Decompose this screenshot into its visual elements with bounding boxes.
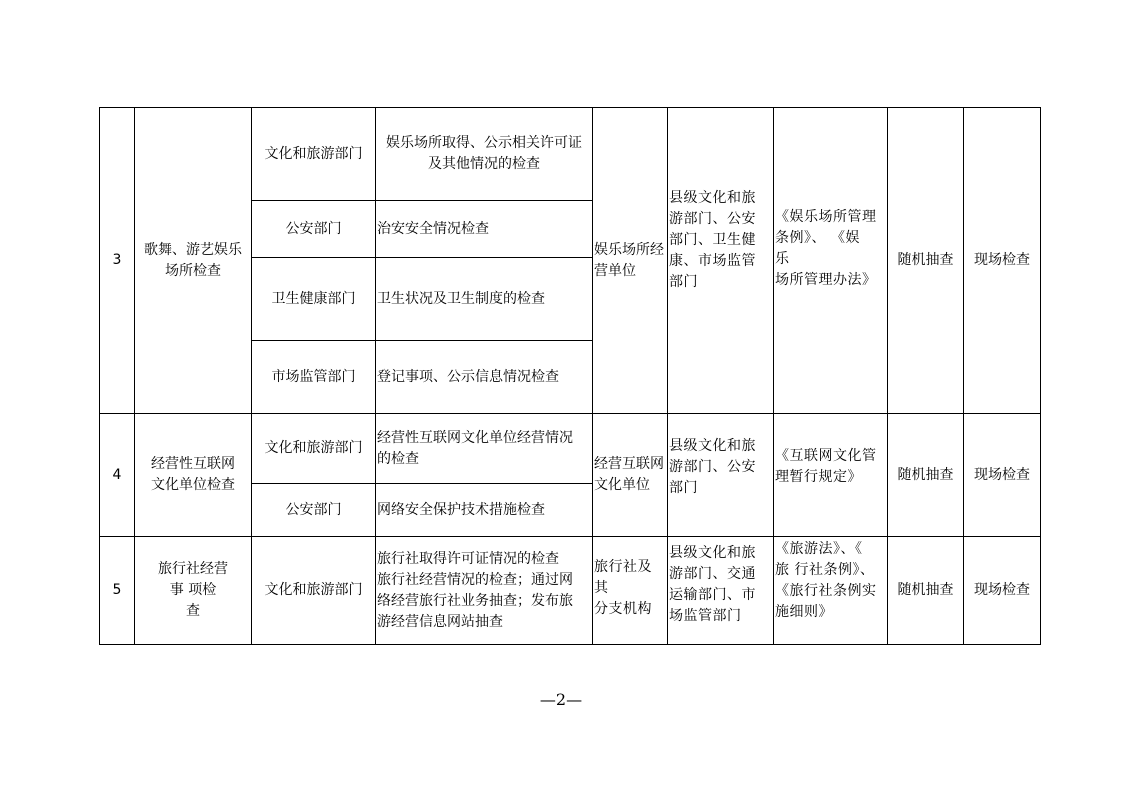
responsible-dept: 公安部门 [252, 201, 376, 258]
inspection-item: 经营性互联网 文化单位检查 [135, 414, 252, 537]
inspection-form: 现场检查 [964, 537, 1041, 645]
row-number: 4 [100, 414, 135, 537]
responsible-dept: 文化和旅游部门 [252, 108, 376, 201]
inspection-method: 随机抽查 [888, 414, 964, 537]
inspection-content: 卫生状况及卫生制度的检查 [376, 258, 593, 341]
row-number: 5 [100, 537, 135, 645]
legal-basis: 《互联网文化管 理暂行规定》 [774, 414, 888, 537]
legal-basis: 《旅游法》、《 旅 行社条例》、 《旅行社条例实 施细则》 [774, 537, 888, 645]
inspection-content: 治安安全情况检查 [376, 201, 593, 258]
inspection-method: 随机抽查 [888, 537, 964, 645]
inspection-item: 歌舞、游艺娱乐 场所检查 [135, 108, 252, 414]
responsible-dept: 文化和旅游部门 [252, 414, 376, 484]
inspection-form: 现场检查 [964, 108, 1041, 414]
responsible-dept: 公安部门 [252, 484, 376, 537]
implementing-dept: 县级文化和旅 游部门、公安 部门 [668, 414, 774, 537]
inspected-subject: 经营互联网 文化单位 [593, 414, 668, 537]
table-row [100, 108, 1041, 201]
implementing-dept: 县级文化和旅 游部门、公安 部门、卫生健 康、市场监管 部门 [668, 108, 774, 414]
page-number: —2— [539, 690, 583, 709]
inspected-subject: 旅行社及其 分支机构 [593, 537, 668, 645]
implementing-dept: 县级文化和旅 游部门、交通 运输部门、市 场监管部门 [668, 537, 774, 645]
responsible-dept: 市场监管部门 [252, 341, 376, 414]
inspected-subject: 娱乐场所经 营单位 [593, 108, 668, 414]
inspection-content: 旅行社取得许可证情况的检查 旅行社经营情况的检查；通过网 络经营旅行社业务抽查；发布旅 游经营信息网站抽查 [376, 537, 593, 645]
inspection-method: 随机抽查 [888, 108, 964, 414]
inspection-content: 娱乐场所取得、公示相关许可证 及其他情况的检查 [376, 108, 593, 201]
inspection-content: 网络安全保护技术措施检查 [376, 484, 593, 537]
inspection-content: 登记事项、公示信息情况检查 [376, 341, 593, 414]
row-number: 3 [100, 108, 135, 414]
responsible-dept: 文化和旅游部门 [252, 537, 376, 645]
inspection-item: 旅行社经营 事 项检 查 [135, 537, 252, 645]
table-row [100, 414, 1041, 484]
legal-basis: 《娱乐场所管理 条例》、 《娱 乐 场所管理办法》 [774, 108, 888, 414]
responsible-dept: 卫生健康部门 [252, 258, 376, 341]
table-row [100, 537, 1041, 645]
inspection-table [99, 107, 1041, 645]
inspection-content: 经营性互联网文化单位经营情况 的检查 [376, 414, 593, 484]
inspection-form: 现场检查 [964, 414, 1041, 537]
